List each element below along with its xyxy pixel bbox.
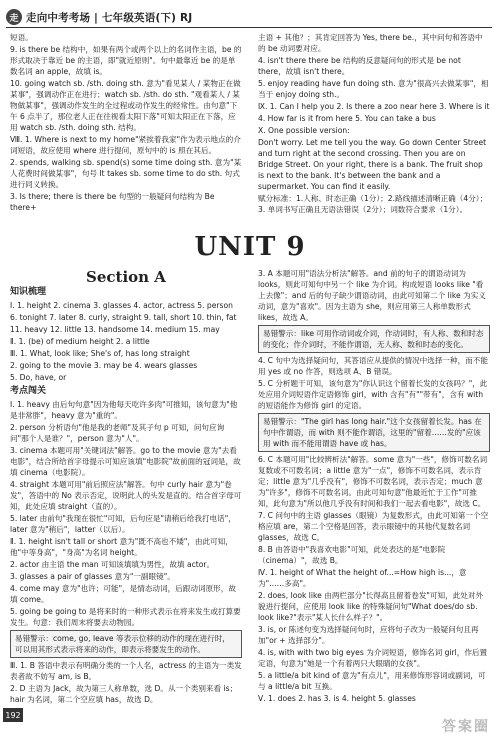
answer-item: 5. a little/a bit kind of 意为"有点儿"，用来修饰形容词或副词，可与 a little/a bit 互换。 <box>258 671 486 691</box>
paragraph: Ⅹ. One possible version: <box>258 126 350 135</box>
answer-item: 2. D 主语为 Jack，故为第三人称单数，选 D。从一个类别来看 is；hair 为名词，第二个空应填 has，故选 D。 <box>10 684 238 704</box>
paragraph: 9. is there be 结构中，如果有两个或两个以上的名词作主语，be 的形式取决于靠近 be 的主语，即"就近原则"。句中最靠近 be 的是单数名词 an apple，故填 is。 <box>10 45 242 76</box>
paragraph: 4. isn't there there be 结构的反意疑问句的形式是 be not there，故填 isn't there。 <box>258 56 461 76</box>
answer-item: 2. actor 由主语 the man 可知该填填为男性，故填 actor。 <box>10 560 215 569</box>
answer-item: 4. is, with with two big eyes 为介词短语，修饰名词 girl，作后置定语，句意为"她是一个有着两只大眼睛的女孩"。 <box>258 648 488 668</box>
section-heading: 考点闯关 <box>10 386 47 396</box>
answer-item: 4. straight 本题可用"前后照应法"解答。句中 curly hair 意为"卷发"，答语中的 No 表示否定，说明此人的头发是直的。结合首字母可知，此处应填 straight（直的）。 <box>10 480 242 511</box>
answer-item: 4. C 句中为选择疑问句，其答语应从提供的情况中选择一种，而不能用 yes 或 no 作答，则选项 A、B 错误。 <box>258 356 488 376</box>
answer-item: 6. C 本题可用"比较辨析法"解答。some 意为"一些"，修饰可数名词复数或不可数名词；a little 意为"一点"，修饰不可数名词，表示肯定；little 意为"几乎没有"，修饰不可数名词，表示否定；much 意为"许多"，修饰不可数名词。由此可知句意"他最近忙于工作"可推知，此句意为"所以他几乎没有时间和我们一起去看电影"，故选 C。 <box>258 455 488 508</box>
answer-item: 5. Do, have, or <box>10 373 67 382</box>
answer-item: 5. going be going to 是将来时的一种形式表示在将来发生或打算要发生。句意：我们周末将要去动物园。 <box>10 607 241 627</box>
paragraph: 3. Is there; there is there be 句型的一般疑问句结构为 Be there+ <box>10 192 215 212</box>
paragraph: 10. going watch sb. /sth. doing sth. 意为"看见某人 / 某物正在做某事"，强调动作正在进行；watch sb. /sth. do sth. "观看某人 / 某物做某事"，强调动作发生的全过程或动作发生的经常性。由句意"下午 6 点半了，那位老人正在往视看太阳下落"可知太阳正在下落，应用 watch sb. /sth. doing sth. 结构。 <box>10 79 241 132</box>
left-column <box>10 268 242 706</box>
section-title: Section A <box>86 268 166 286</box>
answer-item: Ⅴ. 1. does 2. has 3. is 4. height 5. glasses <box>258 694 416 703</box>
paragraph: 4. How far is it from here 5. You can take a bus <box>258 114 436 123</box>
answer-item: Ⅱ. 1. (be) of medium height 2. a little <box>10 337 150 346</box>
right-column <box>258 268 490 705</box>
answer-item: 3. cinema 本题可用"关键词法"解答。go to the movie 意为"去看电影"，结合所给首字母提示可知应该填"电影院"故前面的冠词是，故填 cinema（电影院）。 <box>10 446 241 477</box>
answer-item: 3. is, or 陈述句变为选择疑问句时，应将句子改为一般疑问句且再加"or + 选择部分"。 <box>258 625 479 645</box>
answer-item: Ⅲ. 1. B 答语中表示有明确分类的一个人名，actress 的主语为一类发表者故不妨写 am, is B。 <box>10 661 242 681</box>
answer-item: 5. later 由前句"我现在很忙"可知，后句应是"请稍后给我打电话"，later 意为"稍后"，latter（以后）。 <box>10 514 236 534</box>
watermark: 答案圈 <box>442 719 490 735</box>
tip-box: 易错警示："The girl has long hair."这个女孩留着长发。has 在句中作谓语，而 with 则不能作谓语，这里的"留着……发的"应该用 with 而不能用谓语 have 或 has。 <box>258 413 490 452</box>
paragraph: 赋分标准：1.人称、时态正确（1分）；2.路线描述清晰正确（4分）；3. 单词书写正确且无语法错误（2分）；词数符合要求（1分）。 <box>258 194 488 214</box>
paragraph: 5. enjoy reading have fun doing sth. 意为"很高兴去做某事"，相当于 enjoy doing sth.。 <box>258 79 489 99</box>
book-logo-icon: 走 <box>6 9 22 25</box>
answer-item: 7. C 问句中的主语 glasses（眼镜）为复数形式，由此可知第一个空格应填 are，第二个空格是回答，表示眼镜中的其他代复数名词 glasses，故选 C。 <box>258 511 489 542</box>
answer-item: 3. glasses a pair of glasses 意为"一副眼镜"。 <box>10 572 175 581</box>
top-right-column <box>258 32 490 216</box>
header-divider <box>6 27 492 28</box>
unit-title: UNIT 9 <box>194 232 306 262</box>
header <box>6 6 492 28</box>
answer-item: Ⅱ. 1. height isn't tall or short 意为"既不高也不矮"，由此可知，他"中等身高"，"身高"为名词 height。 <box>10 537 233 557</box>
tip-box: 易错警示：come, go, leave 等表示位移的动作的现在进行时，可以用其形式表示将来的动作，即表示将要发生的动作。 <box>10 630 242 658</box>
answer-item: Ⅳ. 1. height of What the height of...=How high is...，意为"……多高"。 <box>258 568 467 588</box>
answer-item: 5. C 分析题干可知，该句意为"你认识这个留着长发的女孩吗？"，此处应用介词短语作定语修饰 girl，with 含有"有""带有"，含有 with 的短语能作为修饰 girl 的定语。 <box>258 379 488 410</box>
answer-item: 6. tonight 7. later 8. curly, straight 9. tall, short 10. thin, fat <box>10 313 237 322</box>
answer-item: 2. does, look like 由两栏部分"长得高且留着卷发"可知，此处对外貌进行提问，应使用 look like 的特殊疑问句"What does/do sb. look like?"表示"某人长什么样子？"。 <box>258 591 484 622</box>
page-number: 192 <box>3 708 23 722</box>
answer-item: 3. A 本题可用"语法分析法"解答。and 前的句子的谓语动词为 looks，则此可知句中另一个 like 为介词。构成短语 looks like "看上去像"；and 后的句子缺少谓语动词，由此可知第二个 like 为实义动词，意为"喜欢"。因为主语为 she，则应用第三人称单数形式 likes，故选 A。 <box>258 269 486 322</box>
answer-item: 4. come may 意为"也许；可能"，是情态动词，后跟动词原形，故填 come。 <box>10 584 236 604</box>
paragraph: 主语 + 其他？；其肯定回答为 Yes, there be.，其中问句和答语中的 be 动词要对应。 <box>258 33 483 53</box>
answer-item: 2. going to the movie 3. may be 4. wears glasses <box>10 361 198 370</box>
answer-item: Ⅲ. 1. What, look like; She's of, has long straight <box>10 349 190 358</box>
answer-item: Ⅰ. 1. height 2. cinema 3. glasses 4. actor, actress 5. person <box>10 301 233 310</box>
paragraph: Ⅸ. 1. Can I help you 2. Is there a zoo near here 3. Where is it <box>258 102 490 111</box>
paragraph: Don't worry. Let me tell you the way. Go down Center Street and turn right at the second crossing. Then you are on Bridge Street. On your right, there is a bank. The fruit shop is next to the bank. It's between the bank and a supermarket. You can find it easily. <box>258 138 487 191</box>
answer-item: Ⅰ. 1. heavy 由后句句意"因为他每天吃许多肉"可推知，该句意为"他是非常胖"，heavy 意为"重的"。 <box>10 400 238 420</box>
paragraph: 短语。 <box>10 33 33 42</box>
paragraph: Ⅷ. 1. Where is next to my home"紧挨着我家"作为表示地点的介词短语，故应使用 where 进行提问，原句中的 is 照在其后。 <box>10 135 241 155</box>
top-left-column <box>10 32 242 214</box>
section-heading: 知识梳理 <box>10 287 47 297</box>
answer-item: 11. heavy 12. little 13. handsome 14. medium 15. may <box>10 325 220 334</box>
answer-item: 8. B 由答语中"我喜欢电影"可知，此处表达的是"电影院（cinema）"，故选 B。 <box>258 545 446 565</box>
answer-item: 2. person 分析语句"他是我的老师"及其子句 p 可知，问句应询问"那个人是谁？"，person 意为"人"。 <box>10 423 225 443</box>
tip-box: 易错警示：like 可用作动词或介词，作动词时，有人称、数和时态的变化；作介词时，不能作谓语，无人称、数和时态的变化。 <box>258 325 490 353</box>
paragraph: 2. spends, walking sb. spend(s) some time doing sth. 意为"某人花费时间做某事"，句号 It takes sb. some time to do sth. 句式进行同义转换。 <box>10 158 242 189</box>
header-title: 走向中考考场 | 七年级英语(下) RJ <box>26 11 193 24</box>
